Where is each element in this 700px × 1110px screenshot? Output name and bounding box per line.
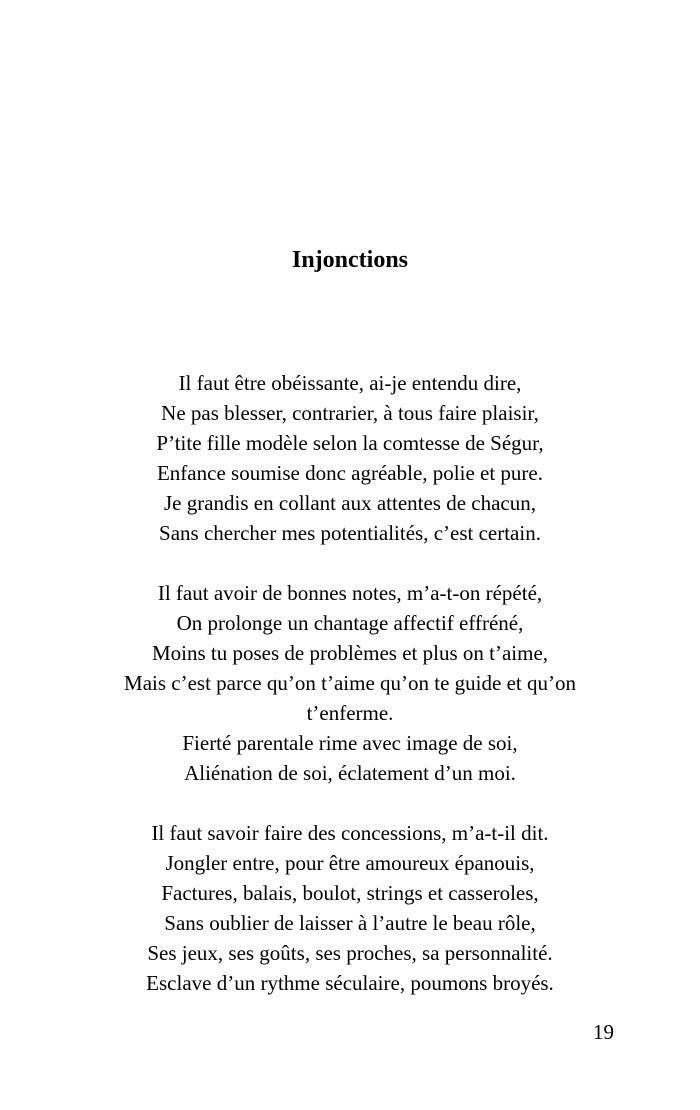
poem-line: P’tite fille modèle selon la comtesse de Ségur, <box>156 431 544 455</box>
poem-title: Injonctions <box>291 247 409 273</box>
stanza-1 <box>80 368 620 548</box>
poem-line: Ne pas blesser, contrarier, à tous faire plaisir, <box>161 401 539 425</box>
poem-line: Il faut avoir de bonnes notes, m’a-t-on répété, <box>157 581 543 605</box>
poem-line: Sans chercher mes potentialités, c’est certain. <box>159 521 541 545</box>
poem-line: On prolonge un chantage affectif effréné, <box>176 611 524 635</box>
poem-line: t’enferme. <box>306 701 394 725</box>
page-number: 19 <box>593 1020 614 1044</box>
poem-line: Factures, balais, boulot, strings et casseroles, <box>161 881 539 905</box>
stanza-3 <box>80 818 620 998</box>
poem-body <box>80 368 620 1028</box>
poem-line: Ses jeux, ses goûts, ses proches, sa personnalité. <box>147 941 553 965</box>
poem-line: Mais c’est parce qu’on t’aime qu’on te guide et qu’on <box>124 671 576 695</box>
poem-line: Esclave d’un rythme séculaire, poumons broyés. <box>146 971 554 995</box>
poem-line: Fierté parentale rime avec image de soi, <box>182 731 518 755</box>
poem-line: Il faut savoir faire des concessions, m’a-t-il dit. <box>151 821 549 845</box>
poem-line: Moins tu poses de problèmes et plus on t’aime, <box>151 641 549 665</box>
poem-line: Je grandis en collant aux attentes de chacun, <box>163 491 537 515</box>
poem-line: Jongler entre, pour être amoureux épanouis, <box>165 851 535 875</box>
poem-line: Enfance soumise donc agréable, polie et pure. <box>156 461 543 485</box>
poem-line: Aliénation de soi, éclatement d’un moi. <box>184 761 516 785</box>
stanza-2 <box>80 578 620 788</box>
poem-line: Sans oublier de laisser à l’autre le beau rôle, <box>164 911 536 935</box>
poem-line: Il faut être obéissante, ai-je entendu dire, <box>178 371 522 395</box>
